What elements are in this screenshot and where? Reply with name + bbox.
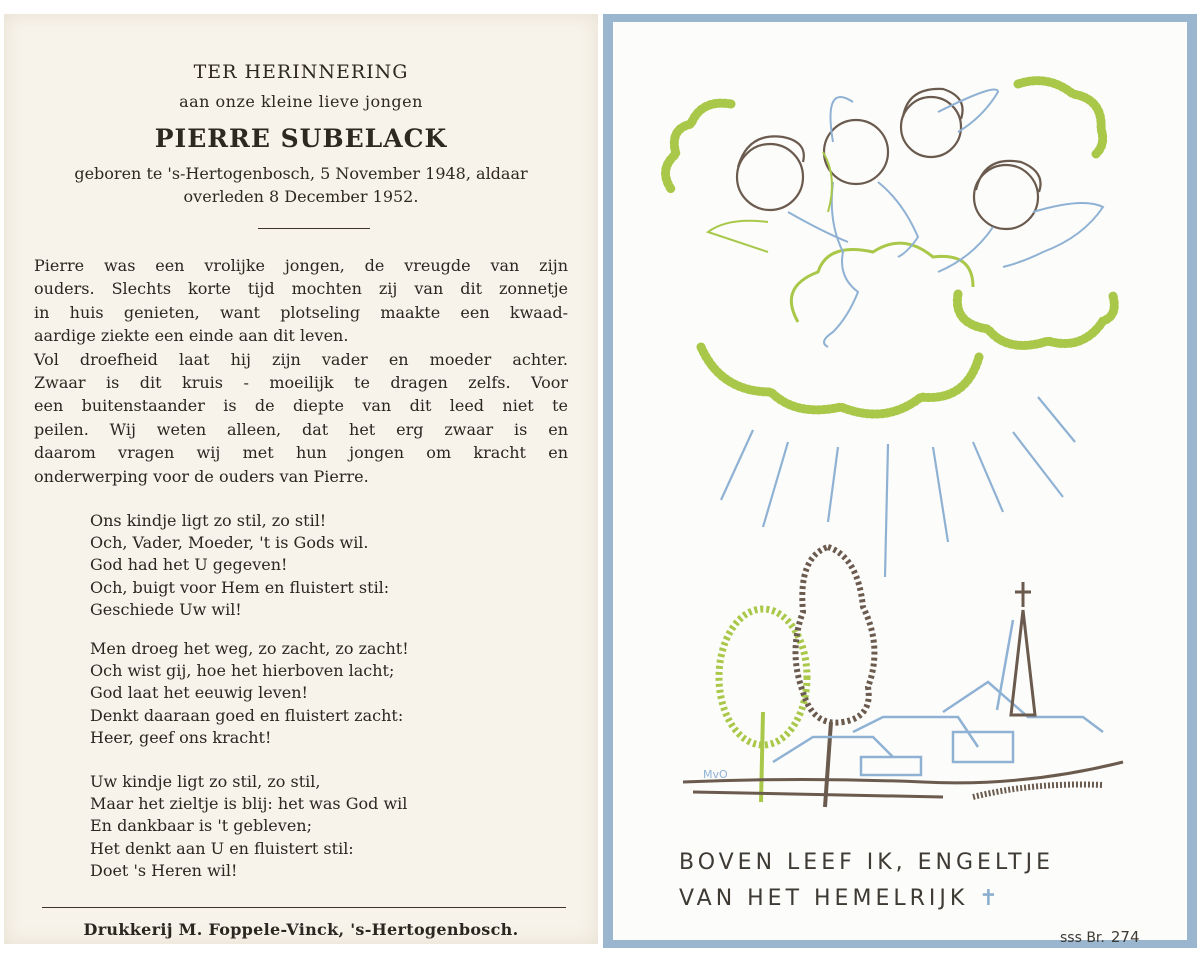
angel-heads-icon <box>737 89 1041 229</box>
cross-icon: ✝ <box>979 886 1002 911</box>
angels-illustration <box>613 22 1187 842</box>
card-picture-area <box>613 22 1187 946</box>
illustrated-card <box>603 14 1197 948</box>
poem-stanza-2 <box>90 638 560 749</box>
poem-line: En dankbaar is 't gebleven; <box>90 816 312 836</box>
poem-line: Heer, geef ons kracht! <box>90 727 272 747</box>
prose-line: aardige ziekte een einde aan dit leven. <box>34 326 349 346</box>
prose-line: peilen. Wij weten alleen, dat het erg zwaar is en <box>34 419 568 439</box>
poem-line: Ons kindje ligt zo stil, zo stil! <box>90 511 327 530</box>
artist-signature: MvO <box>703 768 728 781</box>
prose-line: daarom vragen wij met hun jongen om kracht en <box>34 443 568 463</box>
memorial-prose <box>34 254 568 488</box>
village-houses-icon <box>773 682 1103 775</box>
poem-line: Och wist gij, hoe het hierboven lacht; <box>90 661 395 681</box>
caption-line-2-text: VAN HET HEMELRIJK <box>679 886 969 911</box>
cloud-icon <box>791 243 973 322</box>
angel-wing-icon <box>708 152 832 252</box>
divider <box>258 228 370 229</box>
prose-line: in huis genieten, want plotseling maakte een kwaad- <box>34 302 568 322</box>
poem-line: Doet 's Heren wil! <box>90 860 238 880</box>
poem-line: Uw kindje ligt zo stil, zo stil, <box>90 772 321 791</box>
prose-line: onderwerping voor de ouders van Pierre. <box>34 466 369 486</box>
poem-line: Denkt daaraan goed en fluistert zacht: <box>90 705 404 725</box>
prose-line: ouders. Slechts korte tijd mochten zij van dit zonnetje <box>34 279 568 299</box>
memorial-text-card <box>4 14 598 944</box>
prose-line: Vol droefheid laat hij zijn vader en moeder achter. <box>34 349 568 369</box>
poem-line: Och, Vader, Moeder, 't is Gods wil. <box>90 533 369 553</box>
poem-line: Och, buigt voor Hem en fluistert stil: <box>90 577 390 597</box>
memorial-subtitle: aan onze kleine lieve jongen <box>179 92 423 111</box>
prose-line: een buitenstaander is de diepte van dit leed niet te <box>34 396 568 416</box>
deceased-name: PIERRE SUBELACK <box>154 124 448 153</box>
divider <box>42 907 566 908</box>
card-reference <box>1060 928 1140 946</box>
poem-line: God laat het eeuwig leven! <box>90 683 308 703</box>
ground-line-icon <box>683 762 1123 797</box>
prose-line: Pierre was een vrolijke jongen, de vreugde van zijn <box>34 256 568 275</box>
green-tree-icon <box>719 609 807 802</box>
poem-line: Het denkt aan U en fluistert stil: <box>90 838 354 858</box>
poem-line: Maar het zieltje is blij: het was God wil <box>90 794 408 814</box>
caption-line-1: BOVEN LEEF IK, ENGELTJE <box>679 850 1055 875</box>
poem-stanza-3 <box>90 771 560 882</box>
birth-line: geboren te 's-Hertogenbosch, 5 November 1948, aldaar <box>74 164 528 183</box>
poem-line: God had het U gegeven! <box>90 555 288 575</box>
reference-number: 274 <box>1110 928 1140 946</box>
reference-prefix: sss Br. <box>1060 930 1105 946</box>
cloud-icon <box>666 81 1115 414</box>
memorial-title: TER HERINNERING <box>193 61 409 83</box>
caption-line-2 <box>679 886 1159 911</box>
poem-line: Geschiede Uw wil! <box>90 599 242 619</box>
poem-line: Men droeg het weg, zo zacht, zo zacht! <box>90 639 409 658</box>
printer-credit: Drukkerij M. Foppele-Vinck, 's-Hertogenbosch. <box>83 920 519 939</box>
poem-stanza-1 <box>90 510 560 621</box>
light-rays-icon <box>721 397 1075 577</box>
death-line: overleden 8 December 1952. <box>183 187 419 206</box>
prose-line: Zwaar is dit kruis - moeilijk te dragen zelfs. Voor <box>34 373 568 393</box>
